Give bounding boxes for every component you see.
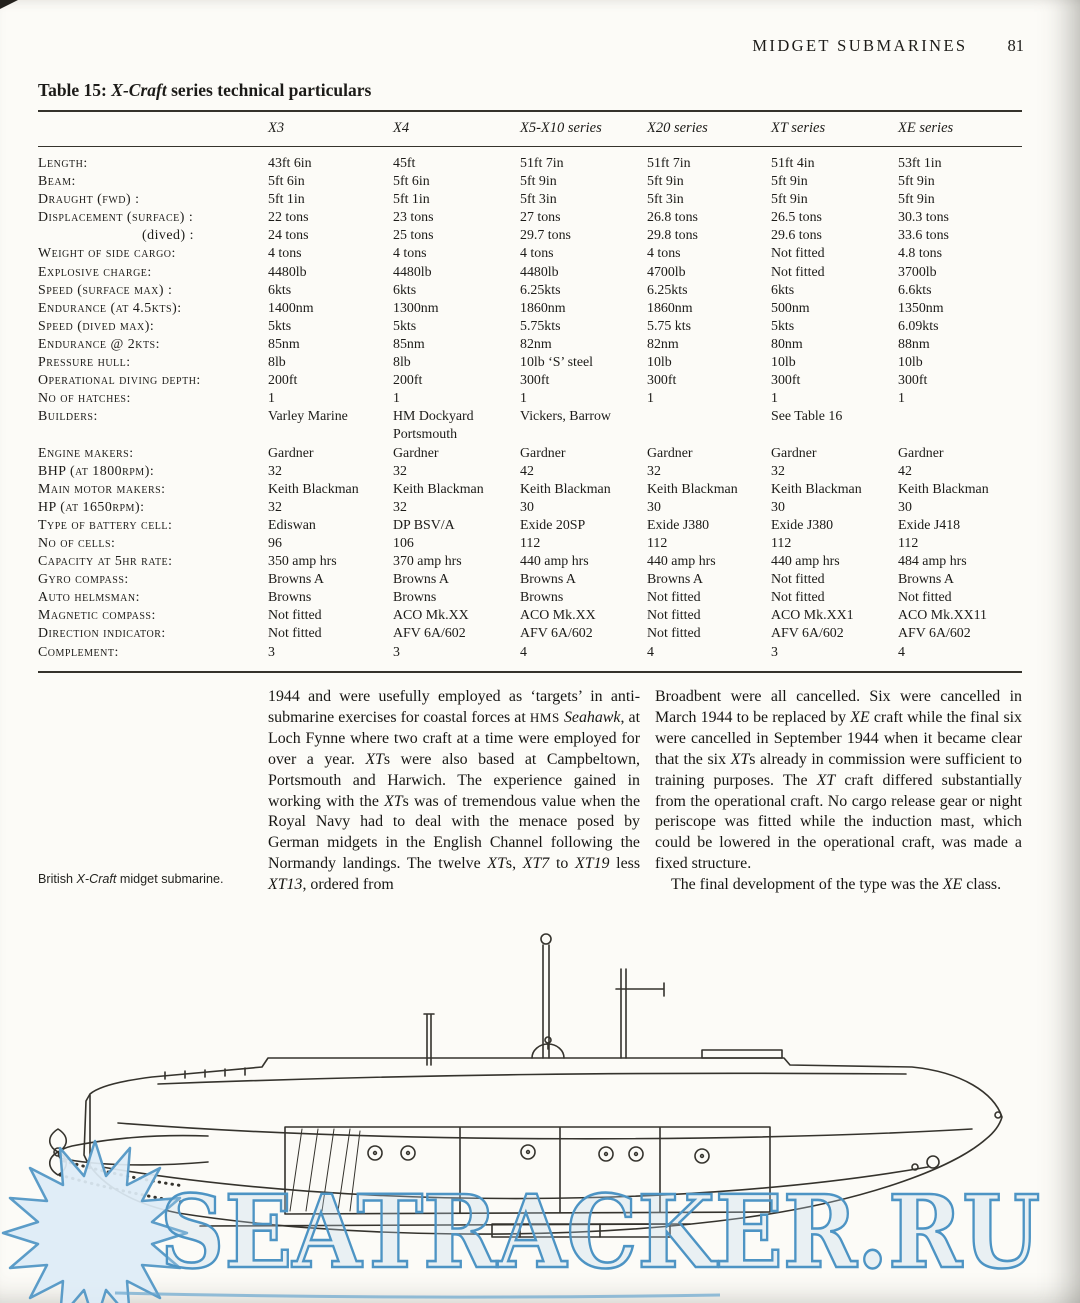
cell-value: Browns <box>520 590 564 606</box>
column-header-blank <box>38 111 268 147</box>
table-title: Table 15: X-Craft series technical particulars <box>38 80 372 100</box>
cell-value: 5kts <box>393 318 417 334</box>
cell-value: Keith Blackman <box>771 481 862 497</box>
table-row <box>38 589 1022 607</box>
cell-value: 3 <box>268 644 275 660</box>
cell-value: 32 <box>771 463 785 479</box>
cell-value: 4 tons <box>268 246 302 262</box>
cell-value: 6kts <box>771 282 795 298</box>
cell-value: HM Dockyard Portsmouth <box>393 409 474 443</box>
cell-value: AFV 6A/602 <box>393 626 466 642</box>
cell-value: Browns A <box>393 572 449 588</box>
cell-value: 300ft <box>520 373 550 389</box>
cell-value: Browns A <box>898 572 954 588</box>
cell-value: 1 <box>771 391 778 407</box>
row-label: HP (at 1650rpm): <box>38 499 145 515</box>
cell-value: 30 <box>520 499 534 515</box>
cell-value: 30 <box>771 499 785 515</box>
cell-value: 5ft 3in <box>520 192 557 208</box>
cell-value: 6.6kts <box>898 282 932 298</box>
cell-value: 53ft 1in <box>898 156 942 171</box>
cell-value: 30 <box>898 499 912 515</box>
cell-value: 4480lb <box>520 264 559 280</box>
cell-value: 1300nm <box>393 300 439 316</box>
cell-value: Exide J380 <box>647 517 710 533</box>
cell-value: 200ft <box>268 373 298 389</box>
cell-value: 4480lb <box>268 264 307 280</box>
cell-value: 33.6 tons <box>898 228 949 244</box>
cell-value: 200ft <box>393 373 423 389</box>
cell-value: 5.75 kts <box>647 318 691 334</box>
table-row <box>38 318 1022 336</box>
cell-value: 45ft <box>393 156 416 171</box>
cell-value: 440 amp hrs <box>647 554 716 570</box>
cell-value: 1350nm <box>898 300 944 316</box>
table-row <box>38 264 1022 282</box>
cell-value: 4 tons <box>393 246 427 262</box>
table-row <box>38 644 1022 672</box>
cell-value: Not fitted <box>647 590 701 606</box>
cell-value: 32 <box>268 463 282 479</box>
cell-value: Not fitted <box>771 590 825 606</box>
row-label: Main motor makers: <box>38 481 166 497</box>
cell-value: 5ft 9in <box>771 174 808 190</box>
cell-value: 80nm <box>771 336 803 352</box>
row-label: Endurance (at 4.5kts): <box>38 300 182 316</box>
cell-value: 5ft 9in <box>898 192 935 208</box>
table-row <box>38 354 1022 372</box>
cell-value: 10lb <box>898 355 923 371</box>
cell-value: 42 <box>898 463 912 479</box>
cell-value: 1860nm <box>520 300 566 316</box>
cell-value: Keith Blackman <box>520 481 611 497</box>
row-label: No of cells: <box>38 535 116 551</box>
cell-value: Gardner <box>771 445 817 461</box>
row-label: Builders: <box>38 409 98 425</box>
cell-value: 1 <box>393 391 400 407</box>
row-label: BHP (at 1800rpm): <box>38 463 155 479</box>
cell-value: 300ft <box>647 373 677 389</box>
column-header: XE series <box>898 111 1022 147</box>
cell-value: 32 <box>393 463 407 479</box>
cell-value: 6.25kts <box>520 282 561 298</box>
row-label: Gyro compass: <box>38 572 129 588</box>
row-label: Engine makers: <box>38 445 134 461</box>
table-row <box>38 245 1022 263</box>
cell-value: 5ft 6in <box>268 174 305 190</box>
page-number: 81 <box>1007 36 1024 55</box>
table-row <box>38 607 1022 625</box>
table-row <box>38 282 1022 300</box>
cell-value: 1 <box>647 391 654 407</box>
cell-value: Not fitted <box>771 264 825 280</box>
row-label: Speed (dived max): <box>38 318 155 334</box>
cell-value: 6.25kts <box>647 282 688 298</box>
cell-value: 30 <box>647 499 661 515</box>
cell-value: 30.3 tons <box>898 210 949 226</box>
table-row <box>38 571 1022 589</box>
paragraph: Broadbent were all cancelled. Six were cancelled in March 1944 to be replaced by XE craft while the final six were cancelled in September 1944 when it became clear that the six XTs already in commission were sufficient to training purposes. The XT craft differed substantially from the operational craft. No cargo release gear or night periscope was fitted while the induction mast, which could be lowered in the operational craft, was made a fixed structure. <box>655 688 1023 873</box>
cell-value: AFV 6A/602 <box>520 626 593 642</box>
cell-value: 22 tons <box>268 210 309 226</box>
cell-value: 5ft 6in <box>393 174 430 190</box>
watermark-text: SEATRACKER.RU <box>160 1173 1040 1291</box>
running-head <box>752 36 1024 56</box>
cell-value: 300ft <box>771 373 801 389</box>
cell-value: 8lb <box>268 355 286 371</box>
cell-value: 5ft 9in <box>647 174 684 190</box>
body-text-right-column <box>655 687 1022 896</box>
row-label: Operational diving depth: <box>38 373 201 389</box>
cell-value: 112 <box>520 535 541 551</box>
cell-value: ACO Mk.XX <box>520 608 596 624</box>
table-row <box>38 535 1022 553</box>
cell-value: 26.5 tons <box>771 210 822 226</box>
paragraph: 1944 and were usefully employed as ‘targets’ in anti-submarine exercises for coastal forces at HMS Seahawk, at Loch Fynne where two craft at a time were employed for over a year. XTs were also based at Campbeltown, Portsmouth and Harwich. The experience gained in working with the XTs was of tremendous value when the Royal Navy had to deal with the menace posed by German midgets in the English Channel following the Normandy landings. The twelve XTs, XT7 to XT19 less XT13, ordered from <box>268 688 641 894</box>
cell-value: 5kts <box>771 318 795 334</box>
cell-value: Not fitted <box>268 626 322 642</box>
cell-value: Browns <box>268 590 312 606</box>
cell-value: 500nm <box>771 300 810 316</box>
cell-value: 82nm <box>520 336 552 352</box>
table-row <box>38 209 1022 227</box>
paragraph: The final development of the type was the XE class. <box>671 876 1002 894</box>
cell-value: 51ft 7in <box>520 156 564 171</box>
cell-value: 8lb <box>393 355 411 371</box>
body-text-left-column <box>268 687 640 896</box>
cell-value: 5ft 3in <box>647 192 684 208</box>
cell-value: 51ft 7in <box>647 156 691 171</box>
cell-value: Keith Blackman <box>393 481 484 497</box>
row-label: Type of battery cell: <box>38 517 173 533</box>
table-row <box>38 173 1022 191</box>
table-row <box>38 463 1022 481</box>
cell-value: ACO Mk.XX <box>393 608 469 624</box>
cell-value: See Table 16 <box>771 409 843 425</box>
cell-value: 5ft 9in <box>771 192 808 208</box>
column-header: X3 <box>268 111 393 147</box>
cell-value: 106 <box>393 535 414 551</box>
cell-value: 3 <box>771 644 778 660</box>
row-label: Direction indicator: <box>38 626 166 642</box>
cell-value: Gardner <box>520 445 566 461</box>
cell-value: 5.75kts <box>520 318 561 334</box>
cell-value: DP BSV/A <box>393 517 455 533</box>
column-header: X20 series <box>647 111 771 147</box>
cell-value: 29.8 tons <box>647 228 698 244</box>
cell-value: 5ft 9in <box>520 174 557 190</box>
cell-value: Not fitted <box>268 608 322 624</box>
cell-value: Gardner <box>647 445 693 461</box>
cell-value: Vickers, Barrow <box>520 409 611 425</box>
cell-value: 1860nm <box>647 300 693 316</box>
cell-value: Varley Marine <box>268 409 348 425</box>
cell-value: Gardner <box>898 445 944 461</box>
cell-value: Not fitted <box>898 590 952 606</box>
cell-value: 4.8 tons <box>898 246 942 262</box>
cell-value: 27 tons <box>520 210 561 226</box>
cell-value: 4 tons <box>520 246 554 262</box>
cell-value: 4 <box>520 644 527 660</box>
cell-value: 484 amp hrs <box>898 554 967 570</box>
cell-value: 3700lb <box>898 264 937 280</box>
cell-value: Exide 20SP <box>520 517 586 533</box>
cell-value <box>898 408 1022 444</box>
cell-value: 350 amp hrs <box>268 554 337 570</box>
cell-value: Not fitted <box>771 246 825 262</box>
row-label: Endurance @ 2kts: <box>38 336 160 352</box>
cell-value: 440 amp hrs <box>520 554 589 570</box>
cell-value: 85nm <box>393 336 425 352</box>
cell-value: ACO Mk.XX11 <box>898 608 988 624</box>
table-row <box>38 499 1022 517</box>
table-row <box>38 390 1022 408</box>
cell-value: 5kts <box>268 318 292 334</box>
cell-value: 82nm <box>647 336 679 352</box>
cell-value: 3 <box>393 644 400 660</box>
table-row <box>38 517 1022 535</box>
table-row <box>38 445 1022 463</box>
table-row <box>38 227 1022 245</box>
cell-value: 1 <box>898 391 905 407</box>
cell-value: 29.6 tons <box>771 228 822 244</box>
cell-value: 4480lb <box>393 264 432 280</box>
row-label: Pressure hull: <box>38 355 131 371</box>
cell-value: Browns A <box>268 572 324 588</box>
cell-value: Exide J380 <box>771 517 834 533</box>
table-row <box>38 625 1022 643</box>
cell-value: 1400nm <box>268 300 314 316</box>
table-row <box>38 553 1022 571</box>
cell-value: 4700lb <box>647 264 686 280</box>
column-header: X4 <box>393 111 520 147</box>
watermark-underline <box>115 1293 720 1297</box>
cell-value: Exide J418 <box>898 517 961 533</box>
cell-value: 4 tons <box>647 246 681 262</box>
figure-caption: British X-Craft midget submarine. <box>38 872 224 886</box>
scan-corner-artifact <box>0 0 18 9</box>
cell-value: 43ft 6in <box>268 156 312 171</box>
cell-value: Browns <box>393 590 437 606</box>
row-label: Length: <box>38 156 88 171</box>
row-label: Auto helmsman: <box>38 590 140 606</box>
row-label: Capacity at 5hr rate: <box>38 554 173 570</box>
cell-value: Not fitted <box>771 572 825 588</box>
cell-value: 23 tons <box>393 210 434 226</box>
cell-value: Browns A <box>647 572 703 588</box>
spec-table <box>38 110 1022 673</box>
cell-value: 112 <box>771 535 792 551</box>
row-label: Complement: <box>38 644 119 660</box>
row-label: Explosive charge: <box>38 264 152 280</box>
cell-value: 29.7 tons <box>520 228 571 244</box>
cell-value: 6kts <box>268 282 292 298</box>
cell-value: AFV 6A/602 <box>898 626 971 642</box>
table-row <box>38 372 1022 390</box>
cell-value: 85nm <box>268 336 300 352</box>
cell-value: 4 <box>898 644 905 660</box>
cell-value: 96 <box>268 535 282 551</box>
cell-value: Keith Blackman <box>647 481 738 497</box>
table-header-row <box>38 111 1022 147</box>
cell-value: 1 <box>520 391 527 407</box>
cell-value: 32 <box>268 499 282 515</box>
cell-value: 112 <box>647 535 668 551</box>
cell-value: 10lb <box>647 355 672 371</box>
table-row <box>38 191 1022 209</box>
cell-value: 25 tons <box>393 228 434 244</box>
cell-value: Ediswan <box>268 517 316 533</box>
cell-value: 370 amp hrs <box>393 554 462 570</box>
row-label: Displacement (surface) : <box>38 210 194 226</box>
cell-value: 5ft 1in <box>268 192 305 208</box>
cell-value: Not fitted <box>647 626 701 642</box>
cell-value: 440 amp hrs <box>771 554 840 570</box>
column-header: X5-X10 series <box>520 111 647 147</box>
table-row <box>38 408 1022 444</box>
cell-value: 32 <box>647 463 661 479</box>
table-row <box>38 300 1022 318</box>
cell-value: 32 <box>393 499 407 515</box>
row-label: No of hatches: <box>38 391 131 407</box>
cell-value: Keith Blackman <box>898 481 989 497</box>
cell-value: 112 <box>898 535 919 551</box>
cell-value: Not fitted <box>647 608 701 624</box>
cell-value: 26.8 tons <box>647 210 698 226</box>
cell-value: 10lb ‘S’ steel <box>520 355 594 371</box>
cell-value: ACO Mk.XX1 <box>771 608 854 624</box>
row-label: Draught (fwd) : <box>38 192 140 208</box>
cell-value: AFV 6A/602 <box>771 626 844 642</box>
table-row <box>38 147 1022 174</box>
table-row <box>38 336 1022 354</box>
cell-value: Gardner <box>393 445 439 461</box>
cell-value: 6kts <box>393 282 417 298</box>
running-head-title: MIDGET SUBMARINES <box>752 36 968 55</box>
table-row <box>38 481 1022 499</box>
cell-value: Browns A <box>520 572 576 588</box>
submarine-figure <box>0 915 1080 1303</box>
cell-value: 42 <box>520 463 534 479</box>
row-label: (dived) : <box>142 228 194 244</box>
spec-table-body <box>38 147 1022 672</box>
row-label: Weight of side cargo: <box>38 246 176 262</box>
row-label: Magnetic compass: <box>38 608 156 624</box>
cell-value: 88nm <box>898 336 930 352</box>
cell-value: Gardner <box>268 445 314 461</box>
cell-value <box>647 408 771 444</box>
cell-value: 300ft <box>898 373 928 389</box>
cell-value: Keith Blackman <box>268 481 359 497</box>
cell-value: 51ft 4in <box>771 156 815 171</box>
cell-value: 5ft 9in <box>898 174 935 190</box>
cell-value: 10lb <box>771 355 796 371</box>
cell-value: 5ft 1in <box>393 192 430 208</box>
cell-value: 1 <box>268 391 275 407</box>
row-label: Speed (surface max) : <box>38 282 173 298</box>
cell-value: 6.09kts <box>898 318 939 334</box>
cell-value: 24 tons <box>268 228 309 244</box>
row-label: Beam: <box>38 174 76 190</box>
column-header: XT series <box>771 111 898 147</box>
cell-value: 4 <box>647 644 654 660</box>
